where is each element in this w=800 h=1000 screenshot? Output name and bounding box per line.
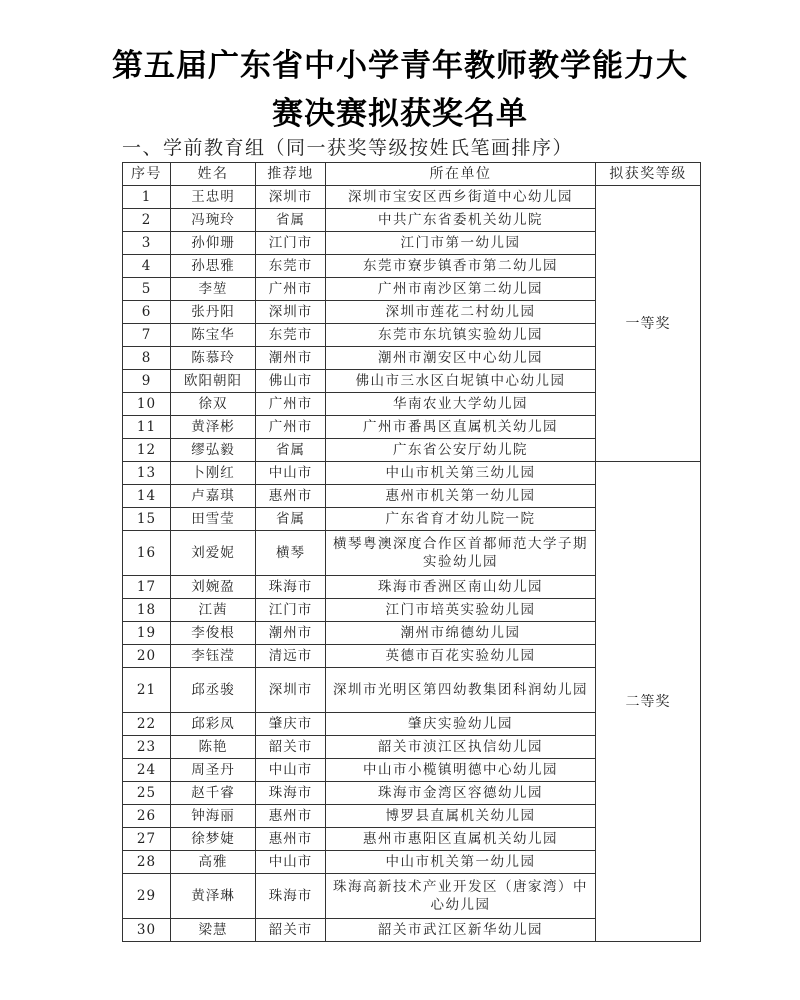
row-name: 欧阳朝阳 — [171, 370, 256, 393]
row-name: 缪弘毅 — [171, 439, 256, 462]
row-name: 王忠明 — [171, 186, 256, 209]
row-number: 29 — [123, 874, 171, 919]
table-body — [123, 186, 701, 942]
row-unit: 深圳市莲花二村幼儿园 — [326, 301, 596, 324]
row-recommended-place: 广州市 — [256, 278, 326, 301]
row-recommended-place: 珠海市 — [256, 782, 326, 805]
row-number: 14 — [123, 485, 171, 508]
row-award-level: 一等奖 — [596, 186, 701, 462]
row-name: 徐双 — [171, 393, 256, 416]
row-name: 梁慧 — [171, 919, 256, 942]
table-row — [123, 462, 701, 485]
row-name: 黄泽彬 — [171, 416, 256, 439]
document-title-line-1: 第五届广东省中小学青年教师教学能力大 — [112, 48, 688, 84]
row-number: 22 — [123, 713, 171, 736]
row-unit: 肇庆实验幼儿园 — [326, 713, 596, 736]
row-unit: 华南农业大学幼儿园 — [326, 393, 596, 416]
row-recommended-place: 惠州市 — [256, 805, 326, 828]
table-row — [123, 186, 701, 209]
row-recommended-place: 潮州市 — [256, 347, 326, 370]
row-unit: 深圳市宝安区西乡街道中心幼儿园 — [326, 186, 596, 209]
table-header-row — [123, 163, 701, 186]
row-unit: 中山市小榄镇明德中心幼儿园 — [326, 759, 596, 782]
row-number: 5 — [123, 278, 171, 301]
row-number: 26 — [123, 805, 171, 828]
row-name: 陈慕玲 — [171, 347, 256, 370]
row-recommended-place: 惠州市 — [256, 828, 326, 851]
row-recommended-place: 中山市 — [256, 462, 326, 485]
row-unit: 中山市机关第三幼儿园 — [326, 462, 596, 485]
row-unit: 横琴粤澳深度合作区首都师范大学子期实验幼儿园 — [326, 531, 596, 576]
row-name: 张丹阳 — [171, 301, 256, 324]
row-unit: 潮州市绵德幼儿园 — [326, 622, 596, 645]
row-name: 赵千睿 — [171, 782, 256, 805]
row-unit: 中山市机关第一幼儿园 — [326, 851, 596, 874]
row-number: 27 — [123, 828, 171, 851]
row-name: 孙思雅 — [171, 255, 256, 278]
row-number: 6 — [123, 301, 171, 324]
row-name: 江茜 — [171, 599, 256, 622]
row-number: 23 — [123, 736, 171, 759]
row-unit: 江门市培英实验幼儿园 — [326, 599, 596, 622]
row-recommended-place: 珠海市 — [256, 874, 326, 919]
row-recommended-place: 珠海市 — [256, 576, 326, 599]
row-number: 9 — [123, 370, 171, 393]
row-number: 24 — [123, 759, 171, 782]
section-heading: 一、学前教育组（同一获奖等级按姓氏笔画排序） — [122, 137, 574, 159]
row-recommended-place: 东莞市 — [256, 324, 326, 347]
row-number: 28 — [123, 851, 171, 874]
row-recommended-place: 东莞市 — [256, 255, 326, 278]
row-name: 陈宝华 — [171, 324, 256, 347]
row-recommended-place: 佛山市 — [256, 370, 326, 393]
row-unit: 博罗县直属机关幼儿园 — [326, 805, 596, 828]
row-recommended-place: 清远市 — [256, 645, 326, 668]
row-name: 刘婉盈 — [171, 576, 256, 599]
row-number: 17 — [123, 576, 171, 599]
row-unit: 珠海市金湾区容德幼儿园 — [326, 782, 596, 805]
row-name: 卢嘉琪 — [171, 485, 256, 508]
row-name: 李俊根 — [171, 622, 256, 645]
row-number: 8 — [123, 347, 171, 370]
row-number: 2 — [123, 209, 171, 232]
row-unit: 广东省育才幼儿院一院 — [326, 508, 596, 531]
row-recommended-place: 深圳市 — [256, 186, 326, 209]
row-recommended-place: 江门市 — [256, 232, 326, 255]
row-recommended-place: 深圳市 — [256, 301, 326, 324]
row-number: 12 — [123, 439, 171, 462]
row-unit: 广州市番禺区直属机关幼儿园 — [326, 416, 596, 439]
row-unit: 英德市百花实验幼儿园 — [326, 645, 596, 668]
row-number: 4 — [123, 255, 171, 278]
row-unit: 东莞市寮步镇香市第二幼儿园 — [326, 255, 596, 278]
row-number: 15 — [123, 508, 171, 531]
row-recommended-place: 江门市 — [256, 599, 326, 622]
row-number: 21 — [123, 668, 171, 713]
row-name: 高雅 — [171, 851, 256, 874]
row-unit: 中共广东省委机关幼儿院 — [326, 209, 596, 232]
row-name: 钟海丽 — [171, 805, 256, 828]
row-recommended-place: 横琴 — [256, 531, 326, 576]
row-recommended-place: 广州市 — [256, 416, 326, 439]
header-name: 姓名 — [171, 163, 256, 186]
header-number: 序号 — [123, 163, 171, 186]
row-name: 孙仰珊 — [171, 232, 256, 255]
row-name: 邱丞骏 — [171, 668, 256, 713]
row-unit: 惠州市机关第一幼儿园 — [326, 485, 596, 508]
row-number: 19 — [123, 622, 171, 645]
row-number: 18 — [123, 599, 171, 622]
row-name: 陈艳 — [171, 736, 256, 759]
row-name: 冯琬玲 — [171, 209, 256, 232]
row-recommended-place: 省属 — [256, 439, 326, 462]
row-number: 7 — [123, 324, 171, 347]
row-recommended-place: 潮州市 — [256, 622, 326, 645]
row-name: 周圣丹 — [171, 759, 256, 782]
row-recommended-place: 惠州市 — [256, 485, 326, 508]
row-name: 卜刚红 — [171, 462, 256, 485]
row-name: 黄泽琳 — [171, 874, 256, 919]
row-unit: 东莞市东坑镇实验幼儿园 — [326, 324, 596, 347]
row-unit: 广州市南沙区第二幼儿园 — [326, 278, 596, 301]
row-number: 20 — [123, 645, 171, 668]
row-unit: 珠海市香洲区南山幼儿园 — [326, 576, 596, 599]
row-number: 13 — [123, 462, 171, 485]
row-unit: 韶关市武江区新华幼儿园 — [326, 919, 596, 942]
row-recommended-place: 中山市 — [256, 759, 326, 782]
row-name: 李钰滢 — [171, 645, 256, 668]
row-recommended-place: 广州市 — [256, 393, 326, 416]
row-name: 刘爱妮 — [171, 531, 256, 576]
row-recommended-place: 韶关市 — [256, 919, 326, 942]
row-number: 25 — [123, 782, 171, 805]
row-recommended-place: 韶关市 — [256, 736, 326, 759]
row-recommended-place: 肇庆市 — [256, 713, 326, 736]
header-award-level: 拟获奖等级 — [596, 163, 701, 186]
row-name: 李堃 — [171, 278, 256, 301]
row-recommended-place: 深圳市 — [256, 668, 326, 713]
row-unit: 江门市第一幼儿园 — [326, 232, 596, 255]
row-number: 3 — [123, 232, 171, 255]
row-unit: 惠州市惠阳区直属机关幼儿园 — [326, 828, 596, 851]
row-recommended-place: 省属 — [256, 508, 326, 531]
row-recommended-place: 中山市 — [256, 851, 326, 874]
row-number: 11 — [123, 416, 171, 439]
row-name: 田雪莹 — [171, 508, 256, 531]
row-unit: 佛山市三水区白坭镇中心幼儿园 — [326, 370, 596, 393]
award-list-table — [122, 162, 701, 942]
row-unit: 珠海高新技术产业开发区（唐家湾）中心幼儿园 — [326, 874, 596, 919]
row-number: 10 — [123, 393, 171, 416]
row-unit: 潮州市潮安区中心幼儿园 — [326, 347, 596, 370]
row-unit: 广东省公安厅幼儿院 — [326, 439, 596, 462]
row-unit: 韶关市浈江区执信幼儿园 — [326, 736, 596, 759]
row-recommended-place: 省属 — [256, 209, 326, 232]
row-unit: 深圳市光明区第四幼教集团科润幼儿园 — [326, 668, 596, 713]
row-number: 16 — [123, 531, 171, 576]
row-number: 30 — [123, 919, 171, 942]
header-recommended-place: 推荐地 — [256, 163, 326, 186]
row-name: 徐梦婕 — [171, 828, 256, 851]
row-name: 邱彩凤 — [171, 713, 256, 736]
row-number: 1 — [123, 186, 171, 209]
document-title-line-2: 赛决赛拟获奖名单 — [272, 96, 528, 132]
row-award-level: 二等奖 — [596, 462, 701, 942]
header-unit: 所在单位 — [326, 163, 596, 186]
